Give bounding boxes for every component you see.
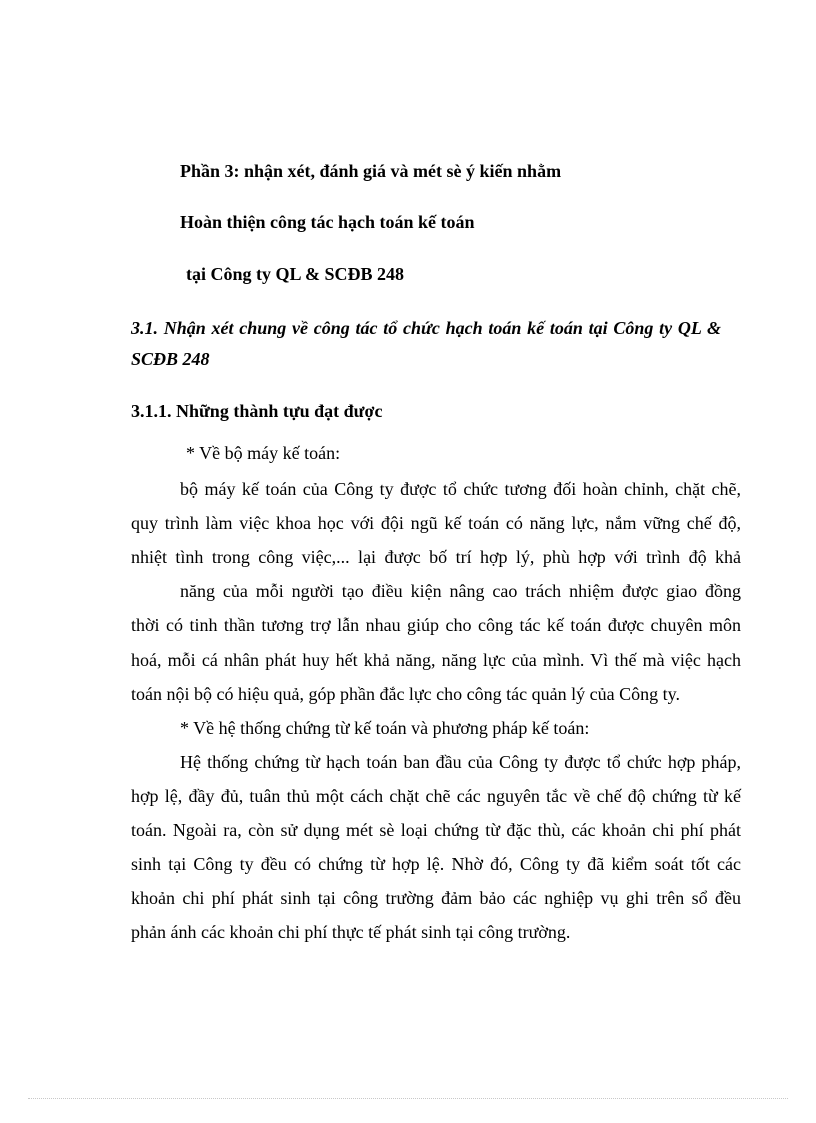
paragraph-1-line-5: thời có tinh thần tương trợ lẫn nhau giúp cho công tác kế toán được chuyên môn bbox=[131, 615, 741, 635]
paragraph-2-line-3: toán. Ngoài ra, còn sử dụng mét sè loại chứng từ đặc thù, các khoản chi phí phát bbox=[131, 820, 741, 840]
part-heading-line-2: Hoàn thiện công tác hạch toán kế toán bbox=[180, 212, 475, 232]
part-heading-line-3: tại Công ty QL & SCĐB 248 bbox=[186, 264, 405, 284]
paragraph-2-line-2: hợp lệ, đầy đủ, tuân thủ một cách chặt chẽ các nguyên tắc về chế độ chứng từ kế bbox=[131, 786, 741, 806]
paragraph-1-line-7: toán nội bộ có hiệu quả, góp phần đắc lực cho công tác quản lý của Công ty. bbox=[131, 684, 680, 704]
paragraph-2-line-6: phản ánh các khoản chi phí thực tế phát sinh tại công trường. bbox=[131, 922, 571, 942]
paragraph-1-line-6: hoá, mỗi cá nhân phát huy hết khả năng, năng lực của mình. Vì thế mà việc hạch bbox=[131, 650, 741, 670]
paragraph-2-line-4: sinh tại Công ty đều có chứng từ hợp lệ. Nhờ đó, Công ty đã kiểm soát tốt các bbox=[131, 854, 741, 874]
paragraph-1-line-3: nhiệt tình trong công việc,... lại được bố trí hợp lý, phù hợp với trình độ khả bbox=[131, 547, 741, 567]
section-3-1-title-line-2: SCĐB 248 bbox=[131, 349, 210, 369]
footer-dotted-rule bbox=[28, 1098, 788, 1099]
paragraph-2-line-5: khoản chi phí phát sinh tại công trường đảm bảo các nghiệp vụ ghi trên sổ đều bbox=[131, 888, 741, 908]
section-3-1-1-title: 3.1.1. Những thành tựu đạt được bbox=[131, 401, 383, 421]
paragraph-1-line-2: quy trình làm việc khoa học với đội ngũ kế toán có năng lực, nắm vững chế độ, bbox=[131, 513, 741, 533]
section-3-1-title-line-1: 3.1. Nhận xét chung về công tác tổ chức hạch toán kế toán tại Công ty QL & bbox=[131, 318, 721, 338]
paragraph-2-line-1: Hệ thống chứng từ hạch toán ban đầu của Công ty được tổ chức hợp pháp, bbox=[180, 752, 741, 772]
paragraph-1-line-4: năng của mỗi người tạo điều kiện nâng cao trách nhiệm được giao đồng bbox=[180, 581, 741, 601]
part-heading-line-1: Phần 3: nhận xét, đánh giá và mét sè ý kiến nhằm bbox=[180, 161, 562, 181]
bullet-documents-methods: * Về hệ thống chứng từ kế toán và phương pháp kế toán: bbox=[180, 718, 590, 738]
paragraph-1-line-1: bộ máy kế toán của Công ty được tổ chức tương đối hoàn chỉnh, chặt chẽ, bbox=[180, 479, 741, 499]
bullet-accounting-apparatus: * Về bộ máy kế toán: bbox=[186, 443, 341, 463]
